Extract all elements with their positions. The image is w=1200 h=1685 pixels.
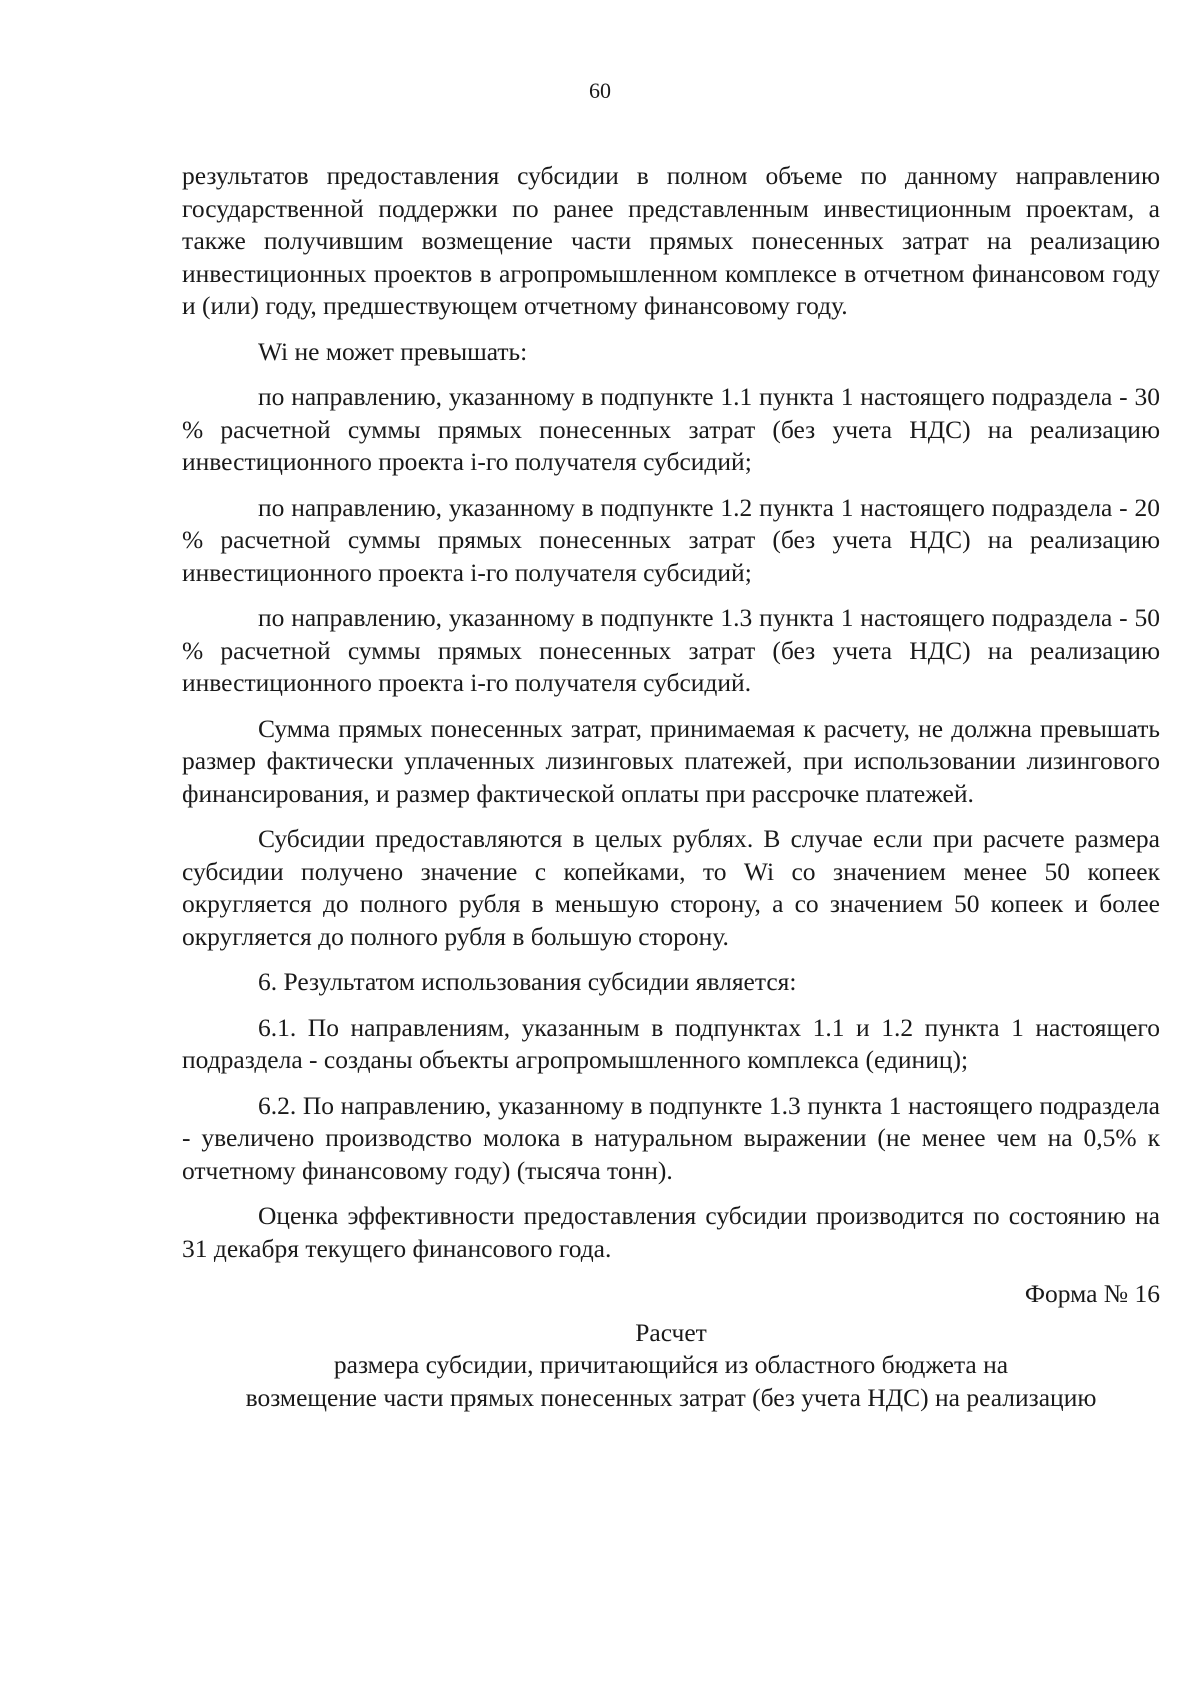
paragraph-efficiency: Оценка эффективности предоставления субсидии производится по состоянию на 31 декабря текущего финансового года. bbox=[182, 1201, 1160, 1263]
paragraph-rounding: Субсидии предоставляются в целых рублях. В случае если при расчете размера субсидии получено значение с копейками, то Wi со значением менее 50 копеек округляется до полного рубля в меньшую сторону, а со значением 50 копеек и более округляется до полного рубля в большую сторону. bbox=[182, 824, 1160, 951]
paragraph-continuation: результатов предоставления субсидии в полном объеме по данному направлению государственной поддержки по ранее представленным инвестиционным проектам, а также получившим возмещение части прямых понесенных затрат на реализацию инвестиционных проектов в агропромышленном комплексе в отчетном финансовом году и (или) году, предшествующем отчетному финансовому году. bbox=[182, 161, 1160, 320]
paragraph-result-heading: 6. Результатом использования субсидии является: bbox=[258, 967, 797, 996]
paragraph-direct-costs: Сумма прямых понесенных затрат, принимаемая к расчету, не должна превышать размер фактически уплаченных лизинговых платежей, при использовании лизингового финансирования, и размер фактической оплаты при рассрочке платежей. bbox=[182, 713, 1160, 808]
calculation-subtitle-line-2: возмещение части прямых понесенных затрат (без учета НДС) на реализацию bbox=[245, 1382, 1097, 1412]
paragraph-direction-1-2: по направлению, указанному в подпункте 1.2 пункта 1 настоящего подраздела - 20 % расчетной суммы прямых понесенных затрат (без учета НДС) на реализацию инвестиционного проекта i-го получателя субсидий; bbox=[182, 492, 1160, 587]
paragraph-direction-1-1: по направлению, указанному в подпункте 1.1 пункта 1 настоящего подраздела - 30 % расчетной суммы прямых понесенных затрат (без учета НДС) на реализацию инвестиционного проекта i-го получателя субсидий; bbox=[182, 382, 1160, 476]
paragraph-result-6-1: 6.1. По направлениям, указанным в подпунктах 1.1 и 1.2 пункта 1 настоящего подраздела - созданы объекты агропромышленного комплекса (единиц); bbox=[182, 1012, 1160, 1074]
calculation-subtitle-line-1: размера субсидии, причитающийся из областного бюджета на bbox=[333, 1350, 1009, 1379]
form-number-label: Форма № 16 bbox=[1024, 1279, 1160, 1308]
document-body bbox=[182, 160, 1160, 1414]
page-number: 60 bbox=[589, 78, 611, 103]
calculation-title: Расчет bbox=[635, 1317, 707, 1347]
paragraph-wi-limit: Wi не может превышать: bbox=[258, 336, 528, 366]
paragraph-result-6-2: 6.2. По направлению, указанному в подпункте 1.3 пункта 1 настоящего подраздела - увеличено производство молока в натуральном выражении (не менее чем на 0,5% к отчетному финансовому году) (тысяча тонн). bbox=[182, 1090, 1160, 1185]
paragraph-direction-1-3: по направлению, указанному в подпункте 1.3 пункта 1 настоящего подраздела - 50 % расчетной суммы прямых понесенных затрат (без учета НДС) на реализацию инвестиционного проекта i-го получателя субсидий. bbox=[182, 603, 1160, 697]
